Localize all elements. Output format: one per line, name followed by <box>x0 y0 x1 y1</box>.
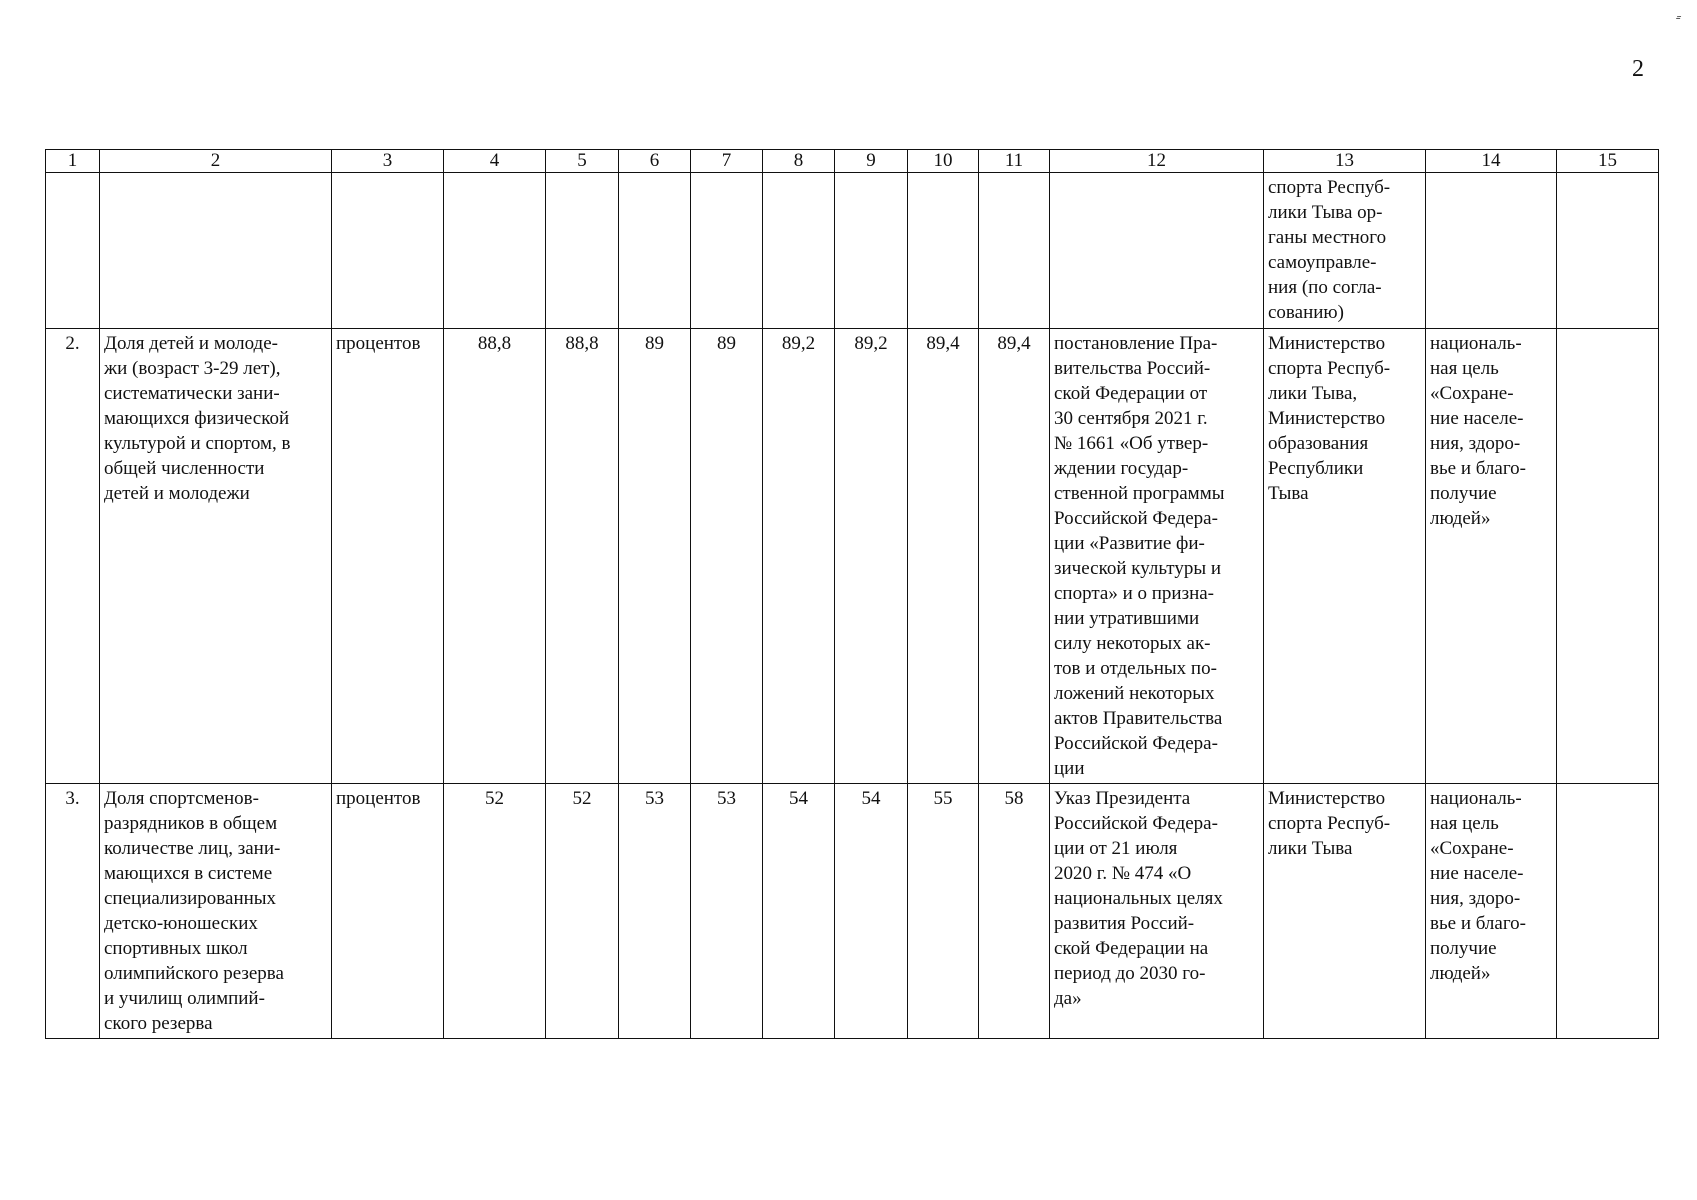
table-row <box>46 173 1659 329</box>
column-number-header: 4 <box>444 150 546 173</box>
column-number-header: 13 <box>1264 150 1426 173</box>
value-cell: 88,8 <box>546 329 619 784</box>
value-cell: 52 <box>546 784 619 1039</box>
value-cell: 89,4 <box>979 329 1050 784</box>
goal-cell <box>1426 173 1557 329</box>
value-cell <box>979 173 1050 329</box>
column-number-header: 12 <box>1050 150 1264 173</box>
scan-corner-mark: ⸗ <box>1673 9 1684 26</box>
value-cell <box>691 173 763 329</box>
responsible-cell: спорта Респуб- лики Тыва ор- ганы местного самоуправле- ния (по согла- сованию) <box>1264 173 1426 329</box>
value-cell: 53 <box>691 784 763 1039</box>
column-number-header: 14 <box>1426 150 1557 173</box>
unit-cell: процентов <box>332 784 444 1039</box>
basis-cell: Указ Президента Российской Федера- ции от 21 июля 2020 г. № 474 «О национальных целях развития Россий- ской Федерации на период до 2030 го- да» <box>1050 784 1264 1039</box>
table-row <box>46 784 1659 1039</box>
indicator-cell <box>100 173 332 329</box>
note-cell <box>1557 329 1659 784</box>
value-cell <box>546 173 619 329</box>
value-cell: 53 <box>619 784 691 1039</box>
column-number-header: 9 <box>835 150 908 173</box>
responsible-cell: Министерство спорта Респуб- лики Тыва, Министерство образования Республики Тыва <box>1264 329 1426 784</box>
indicator-cell: Доля детей и молоде- жи (возраст 3-29 лет), систематически зани- мающихся физической культурой и спортом, в общей численности детей и молодежи <box>100 329 332 784</box>
value-cell <box>908 173 979 329</box>
value-cell <box>835 173 908 329</box>
column-number-header: 11 <box>979 150 1050 173</box>
value-cell: 55 <box>908 784 979 1039</box>
column-number-header: 1 <box>46 150 100 173</box>
row-number-cell: 3. <box>46 784 100 1039</box>
column-number-header: 10 <box>908 150 979 173</box>
value-cell: 88,8 <box>444 329 546 784</box>
column-number-header: 7 <box>691 150 763 173</box>
column-number-header: 8 <box>763 150 835 173</box>
value-cell <box>619 173 691 329</box>
value-cell: 89,2 <box>835 329 908 784</box>
row-number-cell <box>46 173 100 329</box>
value-cell <box>763 173 835 329</box>
column-number-header: 15 <box>1557 150 1659 173</box>
note-cell <box>1557 173 1659 329</box>
unit-cell <box>332 173 444 329</box>
indicators-table <box>45 149 1659 1039</box>
indicator-cell: Доля спортсменов- разрядников в общем количестве лиц, зани- мающихся в системе специализированных детско-юношеских спортивных школ олимпийского резерва и училищ олимпий- ского резерва <box>100 784 332 1039</box>
column-number-header: 6 <box>619 150 691 173</box>
responsible-cell: Министерство спорта Респуб- лики Тыва <box>1264 784 1426 1039</box>
value-cell: 58 <box>979 784 1050 1039</box>
value-cell: 54 <box>763 784 835 1039</box>
basis-cell <box>1050 173 1264 329</box>
table-row <box>46 329 1659 784</box>
page-number: 2 <box>1632 56 1644 82</box>
column-number-header: 2 <box>100 150 332 173</box>
note-cell <box>1557 784 1659 1039</box>
goal-cell: националь- ная цель «Сохране- ние населе- ния, здоро- вье и благо- получие людей» <box>1426 329 1557 784</box>
column-number-header: 3 <box>332 150 444 173</box>
unit-cell: процентов <box>332 329 444 784</box>
value-cell: 52 <box>444 784 546 1039</box>
goal-cell: националь- ная цель «Сохране- ние населе- ния, здоро- вье и благо- получие людей» <box>1426 784 1557 1039</box>
value-cell: 54 <box>835 784 908 1039</box>
value-cell: 89 <box>619 329 691 784</box>
value-cell <box>444 173 546 329</box>
value-cell: 89,4 <box>908 329 979 784</box>
value-cell: 89 <box>691 329 763 784</box>
row-number-cell: 2. <box>46 329 100 784</box>
column-number-row <box>46 150 1659 173</box>
value-cell: 89,2 <box>763 329 835 784</box>
basis-cell: постановление Пра- вительства Россий- ской Федерации от 30 сентября 2021 г. № 1661 «Об утвер- ждении государ- ственной программы Российской Федера- ции «Развитие фи- зической культуры и спорта» и о призна- нии утратившими силу некоторых ак- тов и отдельных по- ложений некоторых актов Правительства Российской Федера- ции <box>1050 329 1264 784</box>
column-number-header: 5 <box>546 150 619 173</box>
